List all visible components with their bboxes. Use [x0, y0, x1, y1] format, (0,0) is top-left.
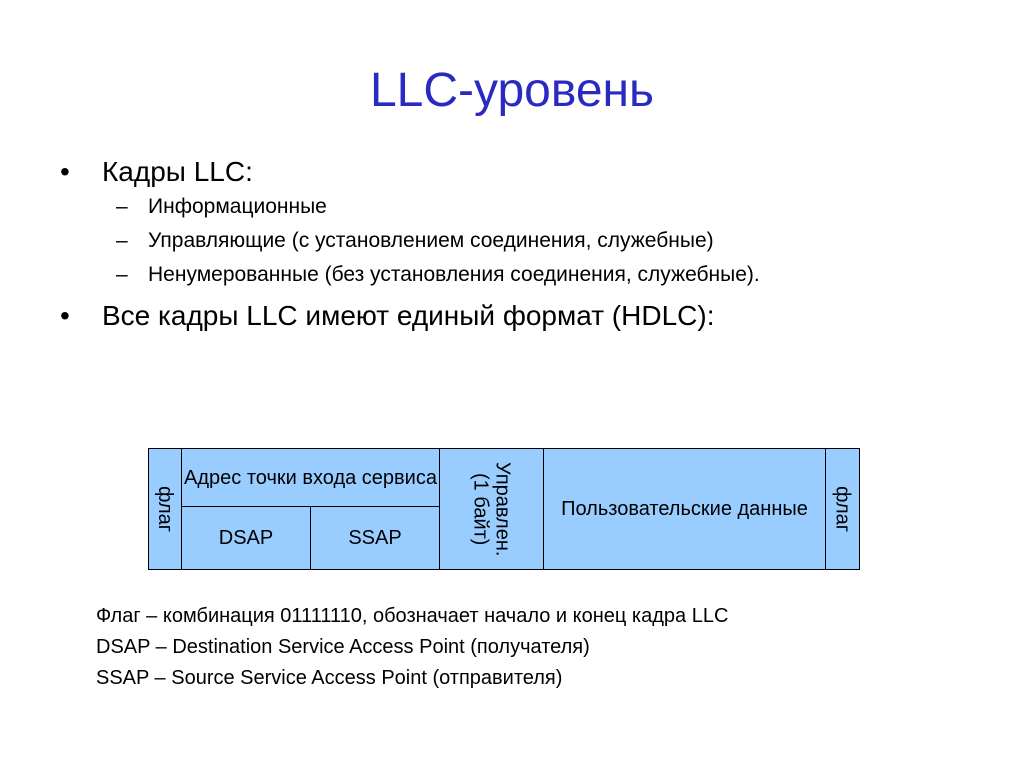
frame-control-field [440, 449, 544, 570]
bullet-item-frame-types [60, 152, 960, 288]
legend-notes [96, 601, 728, 694]
sub-bullet-supervisory [102, 228, 960, 254]
control-label: Управлен. (1 байт) [469, 461, 514, 557]
sub-bullet-text: Ненумерованные (без установления соединения, служебные). [148, 263, 760, 286]
frame-user-data: Пользовательские данные [544, 449, 826, 570]
flag-label: флаг [154, 485, 176, 533]
bullet-item-hdlc-format [60, 296, 960, 336]
frame-flag-start [149, 449, 182, 570]
sub-bullet-informational [102, 194, 960, 220]
frame-flag-end [826, 449, 860, 570]
sub-bullet-unnumbered [102, 262, 808, 288]
note-ssap: SSAP – Source Service Access Point (отправителя) [96, 667, 563, 689]
sub-bullet-text: Информационные [148, 195, 327, 218]
bullet-mark: • [60, 156, 70, 187]
sub-bullet-list [102, 194, 960, 288]
sub-bullet-text: Управляющие (с установлением соединения, служебные) [148, 229, 714, 252]
frame-dsap-field: DSAP [182, 507, 311, 570]
frame-ssap-field: SSAP [311, 507, 440, 570]
note-flag: Флаг – комбинация 01111110, обозначает начало и конец кадра LLC [96, 605, 729, 627]
frame-address-header: Адрес точки входа сервиса [182, 449, 440, 507]
bullet-text: Кадры LLC: [102, 156, 253, 187]
bullet-mark: • [60, 300, 70, 331]
bullet-text: Все кадры LLC имеют единый формат (HDLC): [102, 300, 715, 331]
dash-mark: – [116, 263, 128, 286]
dash-mark: – [116, 195, 128, 218]
dash-mark: – [116, 229, 128, 252]
bullet-list [60, 152, 960, 336]
flag-label: флаг [831, 485, 854, 533]
llc-frame-diagram [148, 448, 860, 570]
note-dsap: DSAP – Destination Service Access Point (получателя) [96, 636, 590, 658]
slide-title: LLC-уровень [369, 64, 655, 117]
